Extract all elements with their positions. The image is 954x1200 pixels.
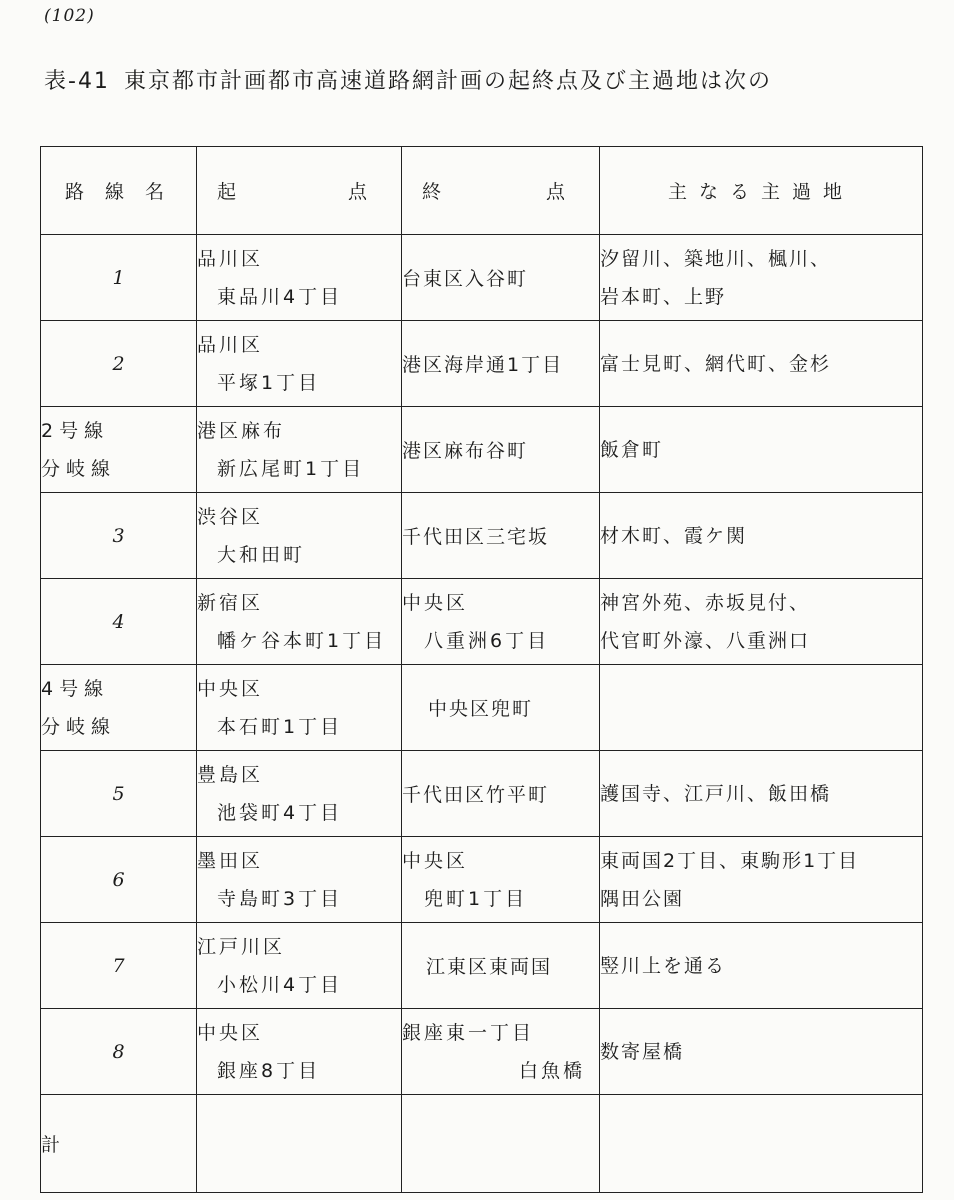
header-route-name: 路 線 名	[41, 147, 197, 235]
via-points: 竪川上を通る	[600, 923, 923, 1009]
start-point: 新宿区 幡ケ谷本町1丁目	[197, 579, 402, 665]
route-number: 1	[41, 235, 197, 321]
table-row	[41, 407, 923, 493]
route-number: 8	[41, 1009, 197, 1095]
table-row	[41, 665, 923, 751]
title-text: 東京都市計画都市高速道路網計画の起終点及び主過地は次の	[123, 69, 772, 94]
end-point: 港区海岸通1丁目	[402, 321, 600, 407]
start-point: 港区麻布 新広尾町1丁目	[197, 407, 402, 493]
via-points: 東両国2丁目、東駒形1丁目 隅田公園	[600, 837, 923, 923]
start-point: 中央区 銀座8丁目	[197, 1009, 402, 1095]
via-points: 材木町、霞ケ関	[600, 493, 923, 579]
via-points	[600, 665, 923, 751]
total-start-empty	[197, 1095, 402, 1193]
total-row	[41, 1095, 923, 1193]
start-point: 渋谷区 大和田町	[197, 493, 402, 579]
route-number: 2	[41, 321, 197, 407]
end-point: 中央区兜町	[402, 665, 600, 751]
end-point: 中央区 兜町1丁目	[402, 837, 600, 923]
start-point: 品川区 平塚1丁目	[197, 321, 402, 407]
via-points: 富士見町、網代町、金杉	[600, 321, 923, 407]
route-branch-name: 4号線 分岐線	[41, 665, 197, 751]
route-number: 4	[41, 579, 197, 665]
page-number: (102)	[44, 6, 95, 26]
table-row	[41, 837, 923, 923]
end-point: 中央区 八重洲6丁目	[402, 579, 600, 665]
table-row	[41, 751, 923, 837]
end-point: 台東区入谷町	[402, 235, 600, 321]
total-end-empty	[402, 1095, 600, 1193]
table-row	[41, 493, 923, 579]
table-row	[41, 579, 923, 665]
route-number: 3	[41, 493, 197, 579]
table-row	[41, 321, 923, 407]
start-point: 中央区 本石町1丁目	[197, 665, 402, 751]
end-point: 千代田区三宅坂	[402, 493, 600, 579]
end-point: 千代田区竹平町	[402, 751, 600, 837]
table-row	[41, 235, 923, 321]
route-number: 6	[41, 837, 197, 923]
route-table	[40, 146, 923, 1193]
header-row	[41, 147, 923, 235]
via-points: 汐留川、築地川、楓川、 岩本町、上野	[600, 235, 923, 321]
via-header-text: 主なる主過地	[667, 181, 854, 203]
via-points: 数寄屋橋	[600, 1009, 923, 1095]
table-row	[41, 923, 923, 1009]
table-label: 表-41	[44, 69, 110, 94]
via-points: 神宮外苑、赤坂見付、 代官町外濠、八重洲口	[600, 579, 923, 665]
route-number: 5	[41, 751, 197, 837]
end-point: 銀座東一丁目 白魚橋	[402, 1009, 600, 1095]
start-point: 豊島区 池袋町4丁目	[197, 751, 402, 837]
total-via-empty	[600, 1095, 923, 1193]
via-points: 護国寺、江戸川、飯田橋	[600, 751, 923, 837]
document-title	[44, 64, 772, 95]
header-end-point: 終 点	[402, 147, 600, 235]
table-row	[41, 1009, 923, 1095]
via-points: 飯倉町	[600, 407, 923, 493]
route-number: 7	[41, 923, 197, 1009]
end-point: 港区麻布谷町	[402, 407, 600, 493]
header-start-point: 起 点	[197, 147, 402, 235]
end-point: 江東区東両国	[402, 923, 600, 1009]
header-via-points	[600, 147, 923, 235]
route-branch-name: 2号線 分岐線	[41, 407, 197, 493]
start-point: 墨田区 寺島町3丁目	[197, 837, 402, 923]
total-label: 計	[41, 1095, 197, 1193]
start-point: 品川区 東品川4丁目	[197, 235, 402, 321]
start-point: 江戸川区 小松川4丁目	[197, 923, 402, 1009]
